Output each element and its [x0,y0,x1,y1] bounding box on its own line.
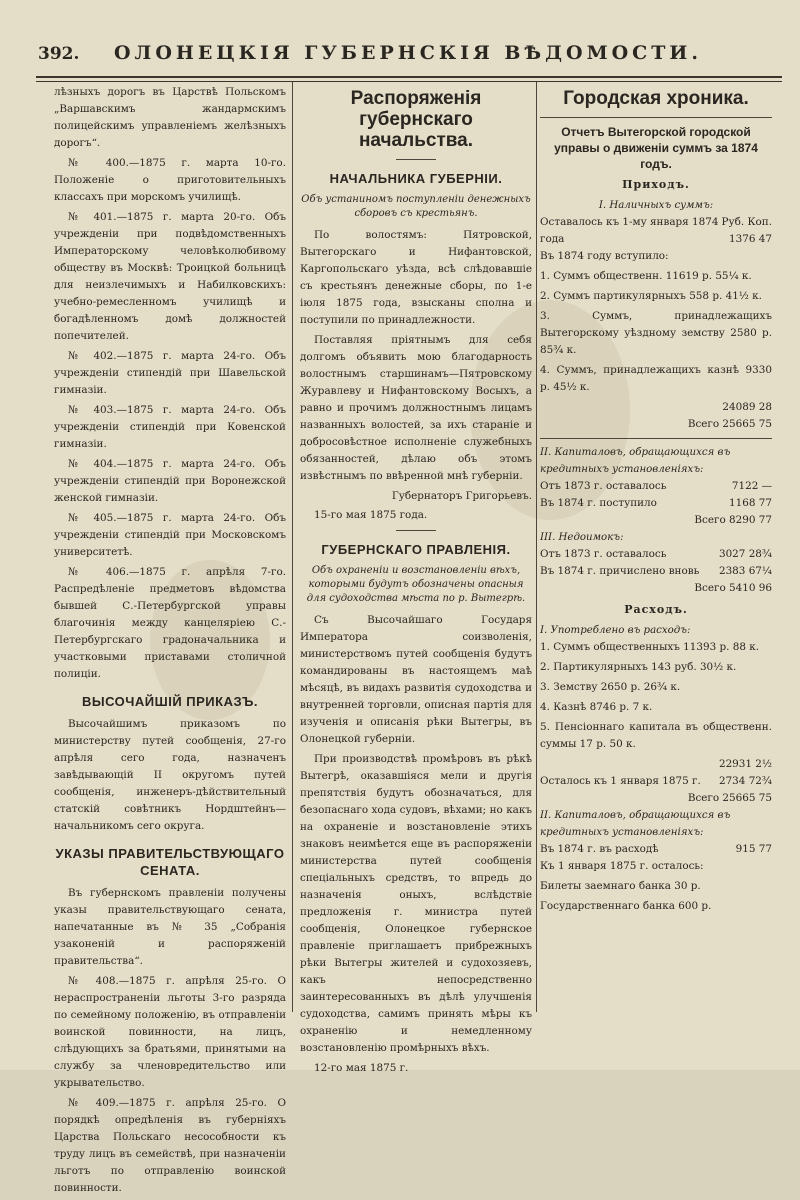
ledger-label: Въ 1874 г. причислено вновь [540,565,700,577]
ledger-total: Всего 25665 75 [687,418,772,430]
ledger-value: 3027 28¾ [718,548,772,560]
page-number: 392. [38,44,80,64]
ledger-label: Отъ 1873 г. оставалось [540,548,667,560]
separator [396,530,436,531]
ledger-value: 2383 67¼ [718,565,772,577]
paragraph: Въ губернскомъ правленіи получены указы правительствующаго сената, напечатанные въ № 35 „Собранія узаконеній и распоряженій правительства“. [54,887,286,967]
subheading: III. Недоимокъ: [540,532,624,543]
column-divider [292,82,293,1012]
ledger-value-amount: 1376 47 [729,233,772,245]
ledger-item: 4. Суммъ, принадлежащихъ казнѣ 9330 р. 45½ к. [540,364,772,393]
ledger-total: Всего 5410 96 [694,582,772,594]
column-divider [536,82,537,1012]
paragraph: № 400.—1875 г. марта 10-го. Положеніе о приготовительныхъ классахъ при морскомъ училищѣ. [54,157,286,203]
paragraph: По волостямъ: Пятровской, Вытегорскаго и Нифантовской, Каргопольскаго уѣзда, всѣ слѣдовавшіе съ крестьянъ денежные сборы, по 1-е іюля 1875 года, взысканы сполна и поступили по принадлежности. [300,229,532,326]
paragraph: № 404.—1875 г. марта 24-го. Объ учрежденіи стипендій при Воронежской женской гимназіи. [54,458,286,504]
signature: Губернаторъ Григорьевъ. [391,490,532,502]
column-header: Руб. Коп. [721,216,772,228]
ledger-item: 2. Партикулярныхъ 143 руб. 30½ к. [540,661,737,673]
separator [396,159,436,160]
ledger-text: Государственнаго банка 600 р. [540,900,712,912]
report-title: Отчетъ Вытегорской городской управы о движеніи суммъ за 1874 годъ. [554,125,758,171]
ledger-item: 5. Пенсіоннаго капитала въ общественн. суммы 17 р. 50 к. [540,721,772,750]
subheading: II. Капиталовъ, обращающихся въ кредитныхъ установленіяхъ: [540,810,731,838]
section-title: Распоряженія губернскаго начальства. [350,88,482,151]
ledger-value: 2734 72¾ [718,775,772,787]
paragraph: Высочайшимъ приказомъ по министерству путей сообщенія, 27-го апрѣля сего года, назначенъ завѣдывающій II округомъ путей сообщенія, инженеръ-дѣйствительный статскій совѣтникъ Нордштейнъ—начальникомъ сего округа. [54,718,286,832]
paragraph: При производствѣ промѣровъ въ рѣкѣ Вытегрѣ, оказавшіяся мели и другія препятствія будутъ обозначаться, для безопаснаго хода судовъ, вѣхами; но какъ на охраненіе и возстановленіе этихъ знаковъ неимѣется еще въ распоряженіи министерства путей сообщенія спеціальныхъ средствъ, то впредь до назначенія оныхъ, вслѣдствіе предложенія г. министра путей сообщенія, Олонецкое губернское правленіе приглашаетъ прибрежныхъ рѣки Вытегры жителей и судохозяевъ, какъ непосредственно заинтересованныхъ въ дѣлѣ улучшенія судоходства, самимъ принять мѣры къ охраненію и немедленному возстановленію промѣрныхъ вѣхъ. [300,753,532,1054]
paragraph: № 406.—1875 г. апрѣля 7-го. Распредѣленіе предметовъ вѣдомства бывшей С.-Петербургской управы благочинія между канцеляріею С.-Петербургскаго градоначальника и участковыми приставами столичной полиціи. [54,566,286,680]
subheading: I. Употреблено въ расходъ: [540,625,691,636]
ledger-row [540,773,772,790]
ledger-value: 1168 77 [729,497,772,509]
ledger-label: Отъ 1873 г. оставалось [540,480,667,492]
ledger-value: 7122 — [731,480,772,492]
date-line: 12-го мая 1875 г. [314,1062,409,1074]
ledger-subtotal: 24089 28 [722,401,772,413]
right-column [540,84,772,918]
paragraph: Поставляя пріятнымъ для себя долгомъ объявить мою благодарность волостнымъ старшинамъ—Пятровскому Журавлеву и Нифантовскому Восыхъ, а равно и прочимъ должностнымъ лицамъ названныхъ волостей, за ихъ стараніе и добросовѣстное исполненіе служебныхъ обязанностей, дѣлаю объ этомъ извѣстнымъ по ввѣренной мнѣ губерніи. [300,334,532,482]
ledger-item: 1. Суммъ общественн. 11619 р. 55¼ к. [540,270,752,282]
rule [540,117,772,118]
ledger-value: 915 77 [735,843,772,855]
paragraph: № 401.—1875 г. марта 20-го. Объ учрежденіи при подвѣдомственныхъ Императорскому человѣколюбивому обществу въ Москвѣ: Троицкой больницѣ для неизлечимыхъ и Набилковскихъ: учебно-ремесленномъ училищѣ и богадѣленномъ домѣ должностей попечителей. [54,211,286,342]
ledger-value [722,214,773,248]
ledger-item: 4. Казнѣ 8746 р. 7 к. [540,701,653,713]
paragraph: лѣзныхъ дорогъ въ Царствѣ Польскомъ „Варшавскимъ жандармскимъ полицейскимъ управленіемъ желѣзныхъ дорогъ“. [54,86,286,149]
page-header [38,38,778,72]
ledger-label: Въ 1874 г. поступило [540,497,657,509]
ledger-item: 1. Суммъ общественныхъ 11393 р. 88 к. [540,641,760,653]
ledger-label: Въ 1874 г. въ расходѣ [540,843,659,855]
rule [540,438,772,439]
ledger-text: Въ 1874 году вступило: [540,250,669,262]
ledger-subtotal: 22931 2½ [718,758,772,770]
ledger-total: Всего 8290 77 [694,514,772,526]
paragraph: № 405.—1875 г. марта 24-го. Объ учрежденіи стипендій при Московскомъ университетѣ. [54,512,286,558]
section-heading: ВЫСОЧАЙШІЙ ПРИКАЗЪ. [81,694,259,709]
expense-heading: Расходъ. [624,603,688,616]
ledger-text: Билеты заемнаго банка 30 р. [540,880,701,892]
paragraph: № 402.—1875 г. марта 24-го. Объ учрежденіи стипендій при Шавельской гимназіи. [54,350,286,396]
paragraph: № 403.—1875 г. марта 24-го. Объ учрежденіи стипендій при Ковенской гимназіи. [54,404,286,450]
subheading: II. Капиталовъ, обращающихся въ кредитныхъ установленіяхъ: [540,447,731,475]
article-subtitle: Объ устаниномъ поступленіи денежныхъ сборовъ съ крестьянъ. [301,194,531,219]
ledger-total: Всего 25665 75 [687,792,772,804]
section-title: Городская хроника. [563,88,749,109]
ledger-item: 2. Суммъ партикулярныхъ 558 р. 41½ к. [540,290,762,302]
income-heading: Приходъ. [622,178,690,191]
ledger-row [540,546,772,563]
subheading: I. Наличныхъ суммъ: [598,200,714,211]
subsection-heading: НАЧАЛЬНИКА ГУБЕРНІИ. [329,171,503,186]
ledger-row [540,214,772,248]
ledger-row [540,563,772,580]
header-rule [36,76,782,82]
left-column [54,84,286,1200]
ledger-label: Оставалось къ 1-му января 1874 года [540,216,719,245]
paragraph: № 408.—1875 г. апрѣля 25-го. О нераспространеніи льготы 3-го разряда по семейному положенію, въ отправленіи воинской повинности, на лицъ, слѣдующихъ за братьями, принятыми на службу за членовредительство или укрывательство. [54,975,286,1089]
ledger-item: 3. Суммъ, принадлежащихъ Вытегорскому уѣздному земству 2580 р. 85¾ к. [540,310,772,356]
ledger-label: Осталось къ 1 января 1875 г. [540,775,701,787]
ledger-row [540,841,772,858]
paragraph: Съ Высочайшаго Государя Императора соизволенія, министерствомъ путей сообщенія будутъ командированы въ настоящемъ маѣ мѣсяцѣ, въ видахъ развитія судоходства и внутренней торговли, описная партія для изученія и описанія рѣки Вытегры, въ Олонецкой губерніи. [300,614,532,745]
section-heading: УКАЗЫ ПРАВИТЕЛЬСТВУЮЩАГО СЕНАТА. [55,846,285,878]
ledger-row [540,478,772,495]
paragraph: № 409.—1875 г. апрѣля 25-го. О порядкѣ опредѣленія въ губерніяхъ Царства Польскаго несособности къ труду лицъ въ семействѣ, при назначеніи льготъ по отправленію воинской повинности. [54,1097,286,1194]
article-subtitle: Объ охраненіи и возстановленіи вѣхъ, которыми будутъ обозначены опасныя для судоходства мѣста по р. Вытегрѣ. [306,565,526,604]
ledger-text: Къ 1 января 1875 г. осталось: [540,860,704,872]
ledger-row [540,495,772,512]
middle-column [300,84,532,1080]
date-line: 15-го мая 1875 года. [314,509,428,521]
newspaper-title: ОЛОНЕЦКІЯ ГУБЕРНСКІЯ ВѢДОМОСТИ. [113,42,703,64]
ledger-item: 3. Земству 2650 р. 26¾ к. [540,681,681,693]
subsection-heading: ГУБЕРНСКАГО ПРАВЛЕНІЯ. [321,542,511,557]
